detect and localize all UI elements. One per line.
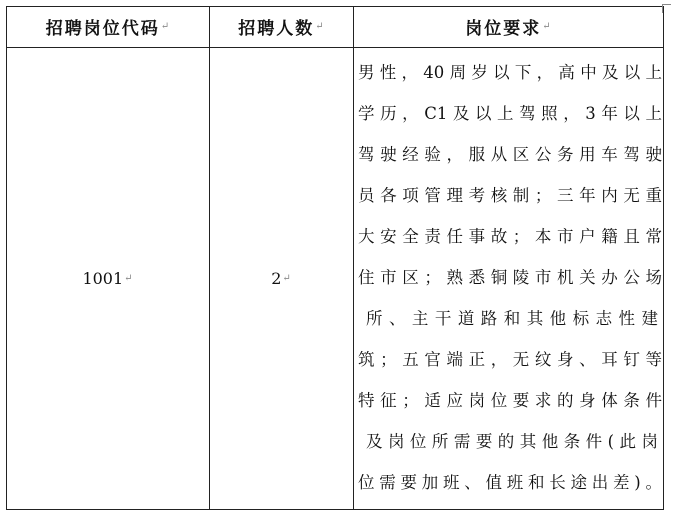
header-code-label: 招聘岗位代码 (45, 19, 160, 39)
requirements-line: 员各项管理考核制；三年内无重 (358, 186, 662, 205)
header-count-label: 招聘人数 (238, 19, 315, 39)
requirements-line: 筑；五官端正，无纹身、耳钉等 (358, 350, 662, 369)
paragraph-mark-icon: ↵ (315, 21, 324, 32)
requirements-line: 驾驶经验，服从区公务用车驾驶 (358, 145, 662, 164)
position-code-value: 1001 (82, 268, 124, 288)
headcount-value: 2 (271, 268, 282, 288)
paragraph-mark-icon: ↵ (542, 21, 551, 32)
header-requirements-label: 岗位要求 (465, 19, 542, 39)
crop-mark-icon (662, 4, 671, 13)
requirements-line: 所、主干道路和其他标志性建 (366, 309, 658, 328)
header-cell-count (209, 6, 353, 47)
requirements-line: 位需要加班、值班和长途出差)。 (358, 473, 662, 492)
header-cell-requirements (353, 6, 663, 47)
requirements-line: 及岗位所需要的其他条件(此岗 (366, 432, 658, 451)
requirements-line: 特征；适应岗位要求的身体条件 (358, 391, 662, 410)
recruitment-table (6, 6, 664, 510)
paragraph-mark-icon: ↵ (124, 272, 133, 284)
requirements-line: 学历，C1及以上驾照，3年以上 (358, 104, 662, 123)
paragraph-mark-icon: ↵ (282, 272, 291, 284)
requirements-line: 男性，40周岁以下，高中及以上 (358, 63, 662, 82)
table-right-border (663, 6, 664, 510)
column-divider-2 (353, 6, 354, 510)
header-cell-code (6, 6, 209, 47)
table-bottom-border (6, 509, 664, 510)
table-row-count-cell (209, 47, 353, 509)
requirements-line: 大安全责任事故；本市户籍且常 (358, 227, 662, 246)
table-row-code-cell (6, 47, 209, 509)
requirements-line: 住市区；熟悉铜陵市机关办公场 (358, 268, 662, 287)
paragraph-mark-icon: ↵ (160, 21, 170, 32)
